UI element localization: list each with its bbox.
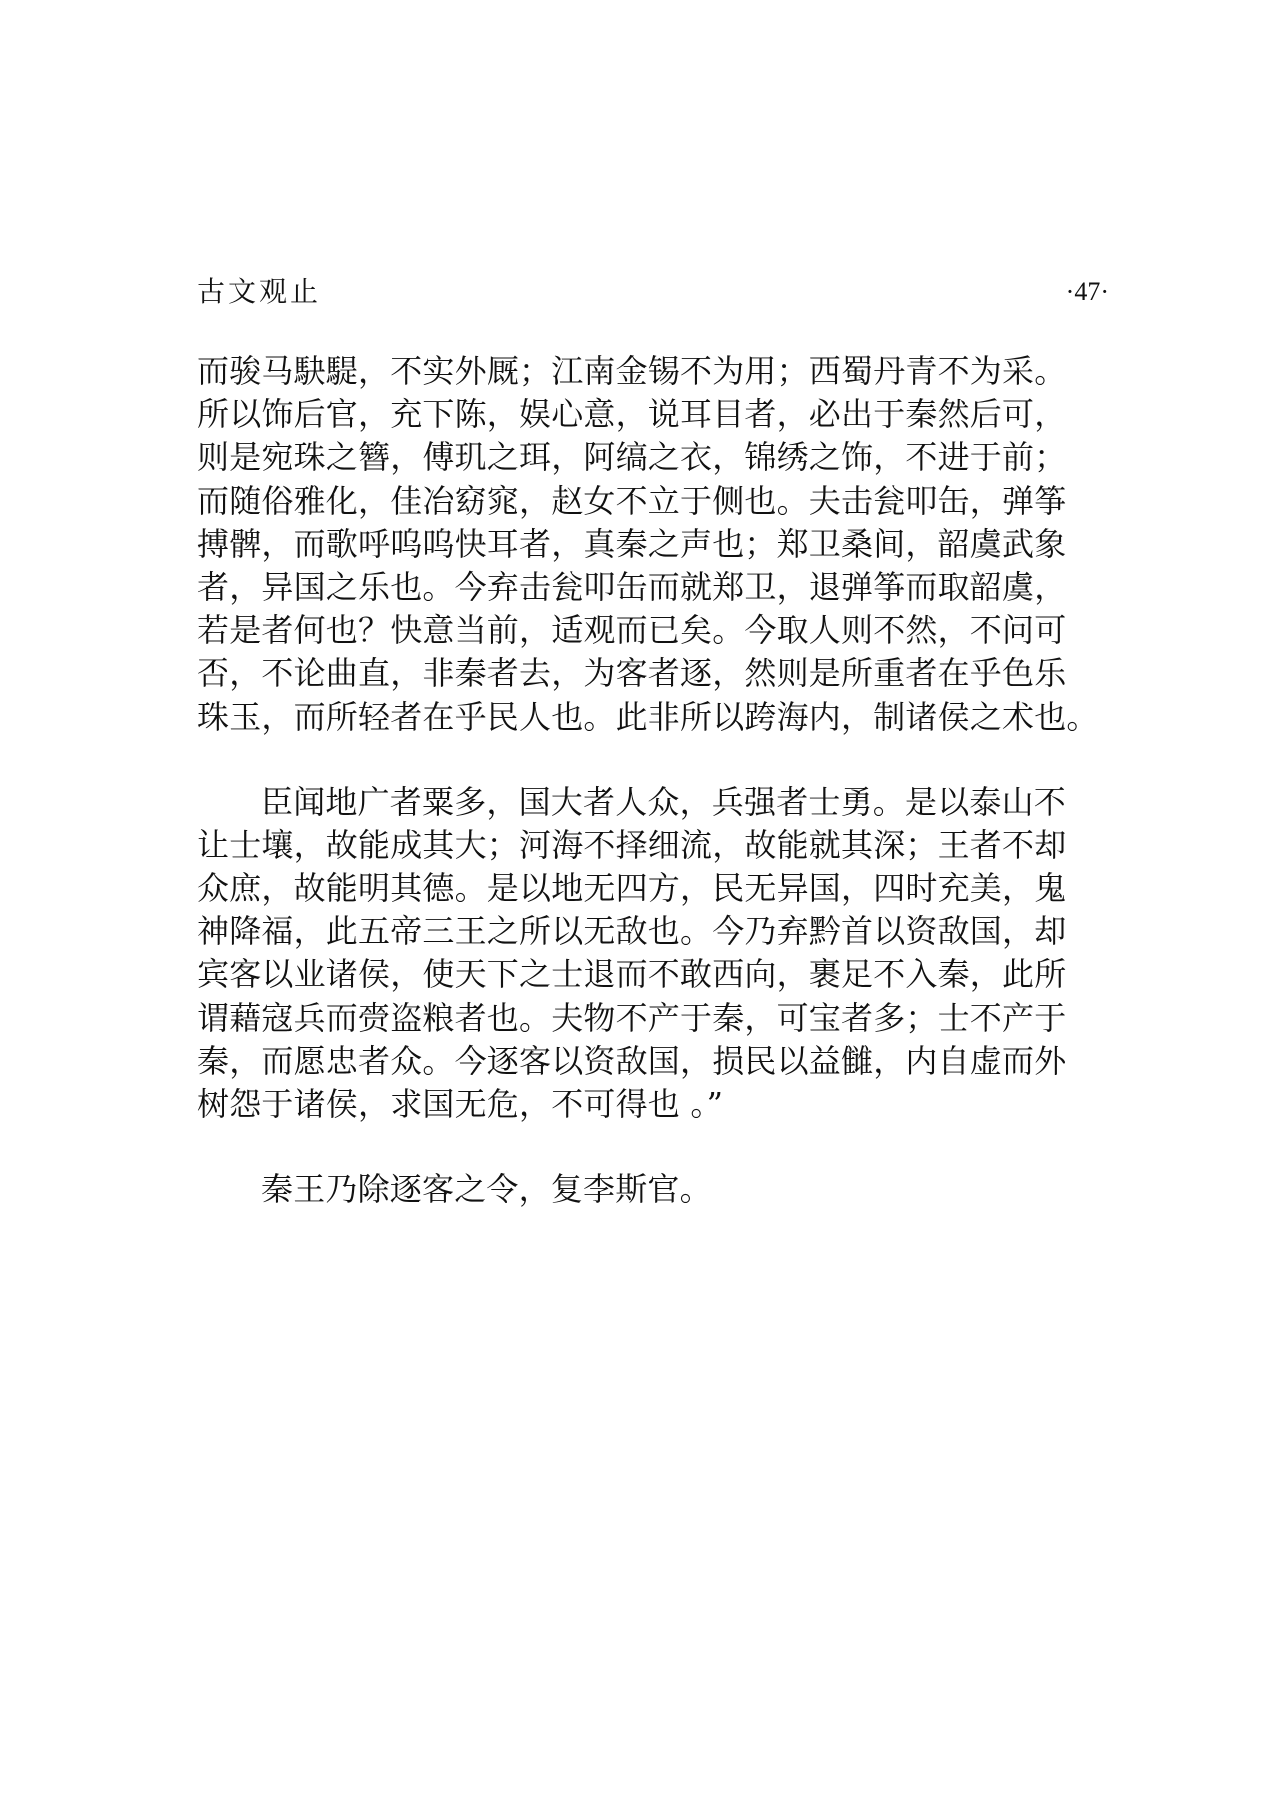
text-line: 而随俗雅化，佳冶窈窕，赵女不立于侧也。夫击瓮叩缶，弹筝	[197, 481, 1067, 520]
text-line: 秦王乃除逐客之令，复李斯官。	[261, 1170, 712, 1209]
paragraph-3	[197, 1168, 1127, 1211]
text-line: 秦，而愿忠者众。今逐客以资敌国，损民以益雠，内自虚而外	[197, 1041, 1067, 1080]
text-line: 宾客以业诸侯，使天下之士退而不敢西向，裹足不入秦，此所	[197, 955, 1067, 994]
text-line: 树怨于诸侯，求国无危，不可得也 。”	[197, 1085, 724, 1123]
text-line: 搏髀，而歌呼呜呜快耳者，真秦之声也；郑卫桑间，韶虞武象	[197, 524, 1067, 563]
page-number: ·47·	[1065, 277, 1109, 306]
paragraph-2	[197, 781, 1127, 1127]
paragraph-spacer	[197, 1126, 1127, 1168]
text-line: 所以饰后官，充下陈，娱心意，说耳目者，必出于秦然后可，	[197, 395, 1067, 434]
text-line: 否，不论曲直，非秦者去，为客者逐，然则是所重者在乎色乐	[197, 654, 1067, 693]
text-line: 臣闻地广者粟多，国大者人众，兵强者士勇。是以泰山不	[261, 782, 1067, 821]
body-text	[197, 350, 1127, 1211]
paragraph-spacer	[197, 739, 1127, 781]
text-line: 珠玉，而所轻者在乎民人也。此非所以跨海内，制诸侯之术也。	[197, 697, 1099, 736]
book-title: 古文观止	[197, 275, 322, 308]
running-header	[197, 270, 1109, 314]
text-line: 而骏马駃騠，不实外厩；江南金锡不为用；西蜀丹青不为采。	[197, 352, 1067, 390]
text-line: 则是宛珠之簪，傅玑之珥，阿缟之衣，锦绣之饰，不进于前；	[197, 438, 1067, 477]
text-line: 谓藉寇兵而赍盗粮者也。夫物不产于秦，可宝者多；士不产于	[197, 998, 1067, 1037]
text-line: 若是者何也？快意当前，适观而已矣。今取人则不然，不问可	[197, 611, 1067, 650]
text-line: 众庶，故能明其德。是以地无四方，民无异国，四时充美，鬼	[197, 869, 1067, 908]
paragraph-1	[197, 350, 1127, 739]
text-line: 让士壤，故能成其大；河海不择细流，故能就其深；王者不却	[197, 825, 1067, 864]
text-line: 神降福，此五帝三王之所以无敌也。今乃弃黔首以资敌国，却	[197, 912, 1067, 951]
text-line: 者，异国之乐也。今弃击瓮叩缶而就郑卫，退弹筝而取韶虞，	[197, 567, 1067, 606]
